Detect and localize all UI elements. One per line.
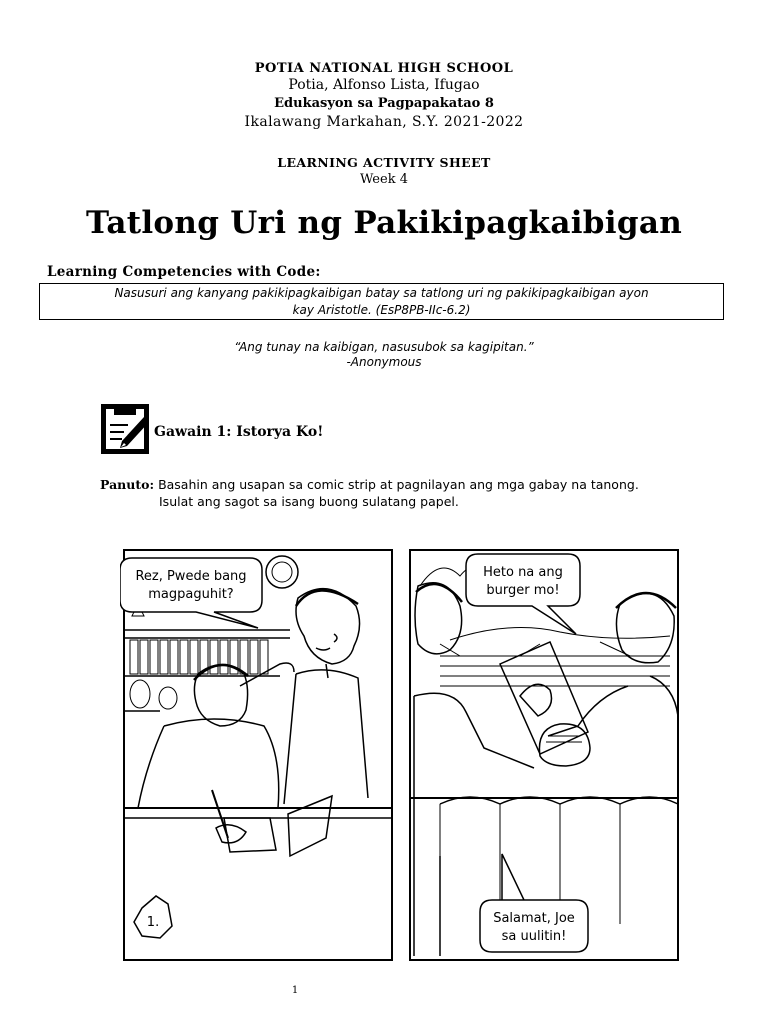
panel-2-bubble-top-line-2: burger mo! xyxy=(486,583,560,598)
subject-title: Edukasyon sa Pagpapakatao 8 xyxy=(274,96,494,111)
competency-line-1: Nasusuri ang kanyang pakikipagkaibigan batay sa tatlong uri ng pakikipagkaibigan ayon xyxy=(114,286,649,300)
quote-author: -Anonymous xyxy=(346,355,422,369)
school-name: POTIA NATIONAL HIGH SCHOOL xyxy=(254,61,514,76)
panel-number: 1. xyxy=(146,915,160,930)
panel-2-bubble-bottom-line-2: sa uulitin! xyxy=(501,929,567,944)
competency-line-2: kay Aristotle. (EsP8PB-IIc-6.2) xyxy=(292,303,471,317)
comic-panel-1 xyxy=(120,550,392,960)
competencies-label: Learning Competencies with Code: xyxy=(47,264,321,280)
comic-strip xyxy=(120,546,680,964)
activity-title: Gawain 1: Istorya Ko! xyxy=(154,424,324,440)
directions-line-2: Isulat ang sagot sa isang buong sulatang papel. xyxy=(159,494,459,509)
worksheet-pencil-icon xyxy=(100,403,150,455)
week-label: Week 4 xyxy=(360,172,408,187)
panel-1-bubble-line-1: Rez, Pwede bang xyxy=(135,569,247,584)
school-address: Potia, Alfonso Lista, Ifugao xyxy=(288,77,480,93)
panel-2-bubble-top-line-1: Heto na ang xyxy=(483,565,563,580)
sheet-label: LEARNING ACTIVITY SHEET xyxy=(277,155,491,170)
panel-1-bubble-line-2: magpaguhit? xyxy=(148,587,234,602)
directions-line-1: Basahin ang usapan sa comic strip at pagnilayan ang mga gabay na tanong. xyxy=(158,477,639,492)
page-number: 1 xyxy=(291,985,299,996)
panel-2-bubble-bottom-line-1: Salamat, Joe xyxy=(493,911,575,926)
quote-text: “Ang tunay na kaibigan, nasusubok sa kagipitan.” xyxy=(234,340,534,354)
directions-label: Panuto: xyxy=(100,477,155,492)
directions xyxy=(100,476,639,510)
page-title: Tatlong Uri ng Pakikipagkaibigan xyxy=(85,205,683,241)
quarter-label: Ikalawang Markahan, S.Y. 2021-2022 xyxy=(244,114,524,130)
comic-panel-2 xyxy=(410,550,678,960)
competencies-box xyxy=(39,283,724,320)
